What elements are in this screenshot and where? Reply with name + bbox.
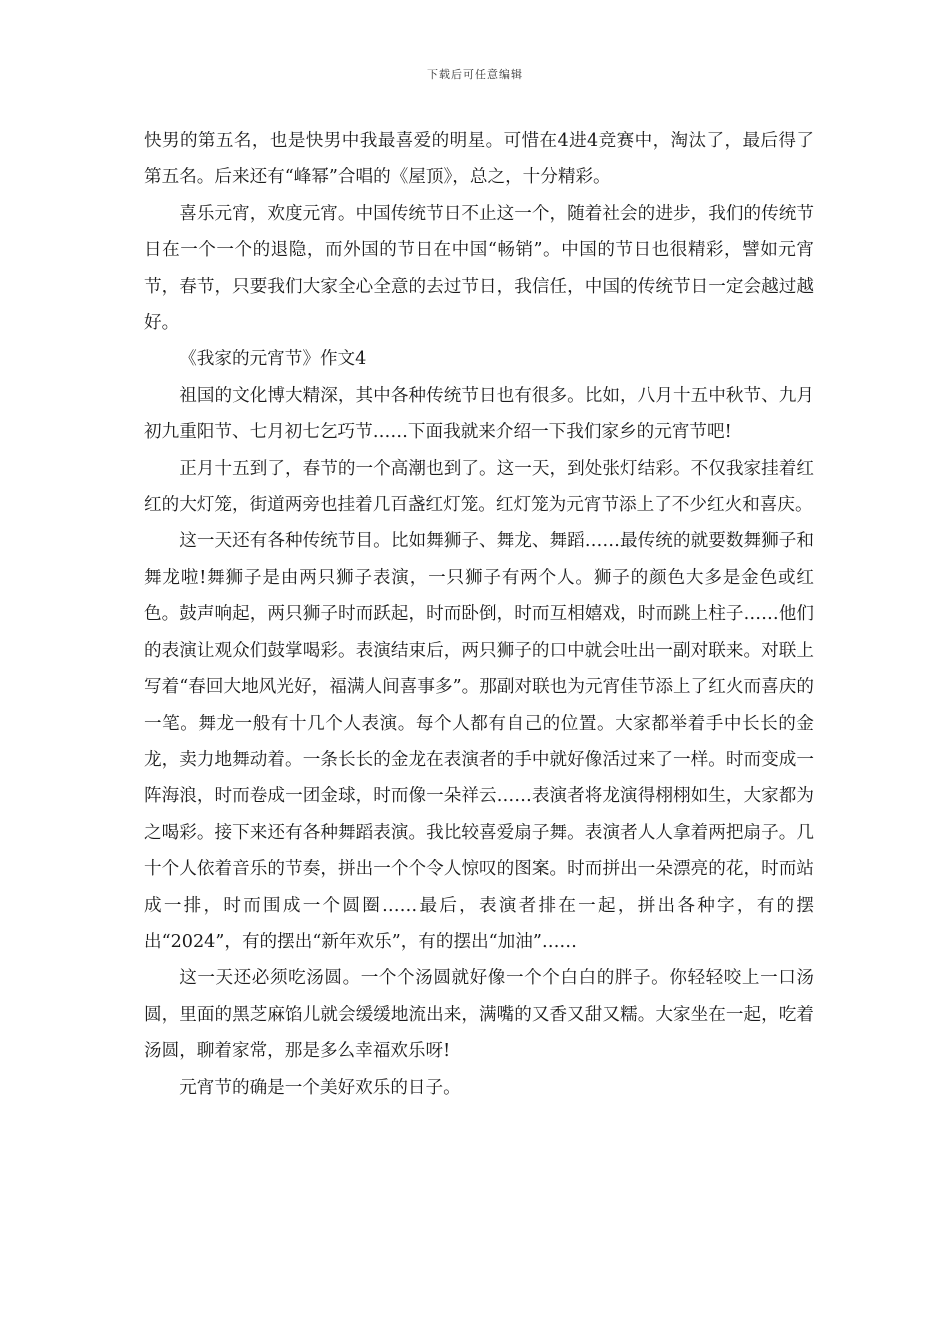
header-note: 下载后可任意编辑 (427, 68, 523, 81)
paragraph: 这一天还必须吃汤圆。一个个汤圆就好像一个个白白的胖子。你轻轻咬上一口汤圆，里面的黑芝麻馅儿就会缓缓地流出来，满嘴的又香又甜又糯。大家坐在一起，吃着汤圆，聊着家常，那是多么幸福欢乐呀! (144, 968, 814, 1062)
paragraph: 喜乐元宵，欢度元宵。中国传统节日不止这一个，随着社会的进步，我们的传统节日在一个一个的退隐，而外国的节日在中国“畅销”。中国的节日也很精彩，譬如元宵节，春节，只要我们大家全心全意的去过节日，我信任，中国的传统节日一定会越过越好。 (144, 203, 814, 334)
paragraph: 祖国的文化博大精深，其中各种传统节日也有很多。比如，八月十五中秋节、九月初九重阳节、七月初七乞巧节……下面我就来介绍一下我们家乡的元宵节吧! (144, 385, 814, 443)
paragraph: 这一天还有各种传统节目。比如舞狮子、舞龙、舞蹈……最传统的就要数舞狮子和舞龙啦!舞狮子是由两只狮子表演，一只狮子有两个人。狮子的颜色大多是金色或红色。鼓声响起，两只狮子时而跃起，时而卧倒，时而互相嬉戏，时而跳上柱子……他们的表演让观众们鼓掌喝彩。表演结束后，两只狮子的口中就会吐出一副对联来。对联上写着“春回大地风光好，福满人间喜事多”。那副对联也为元宵佳节添上了红火而喜庆的一笔。舞龙一般有十几个人表演。每个人都有自己的位置。大家都举着手中长长的金龙，卖力地舞动着。一条长长的金龙在表演者的手中就好像活过来了一样。时而变成一阵海浪，时而卷成一团金球，时而像一朵祥云……表演者将龙演得栩栩如生，大家都为之喝彩。接下来还有各种舞蹈表演。我比较喜爱扇子舞。表演者人人拿着两把扇子。几十个人依着音乐的节奏，拼出一个个令人惊叹的图案。时而拼出一朵漂亮的花，时而站成一排，时而围成一个圆圈……最后，表演者排在一起，拼出各种字，有的摆出“2024”，有的摆出“新年欢乐”，有的摆出“加油”…… (144, 531, 814, 952)
paragraph: 快男的第五名，也是快男中我最喜爱的明星。可惜在4进4竞赛中，淘汰了，最后得了第五名。后来还有“峰幂”合唱的《屋顶》，总之，十分精彩。 (144, 131, 814, 188)
document-body (144, 123, 814, 1106)
section-title: 《我家的元宵节》作文4 (179, 349, 367, 370)
paragraph: 元宵节的确是一个美好欢乐的日子。 (179, 1077, 461, 1098)
paragraph: 正月十五到了，春节的一个高潮也到了。这一天，到处张灯结彩。不仅我家挂着红红的大灯笼，街道两旁也挂着几百盏红灯笼。红灯笼为元宵节添上了不少红火和喜庆。 (144, 458, 814, 516)
